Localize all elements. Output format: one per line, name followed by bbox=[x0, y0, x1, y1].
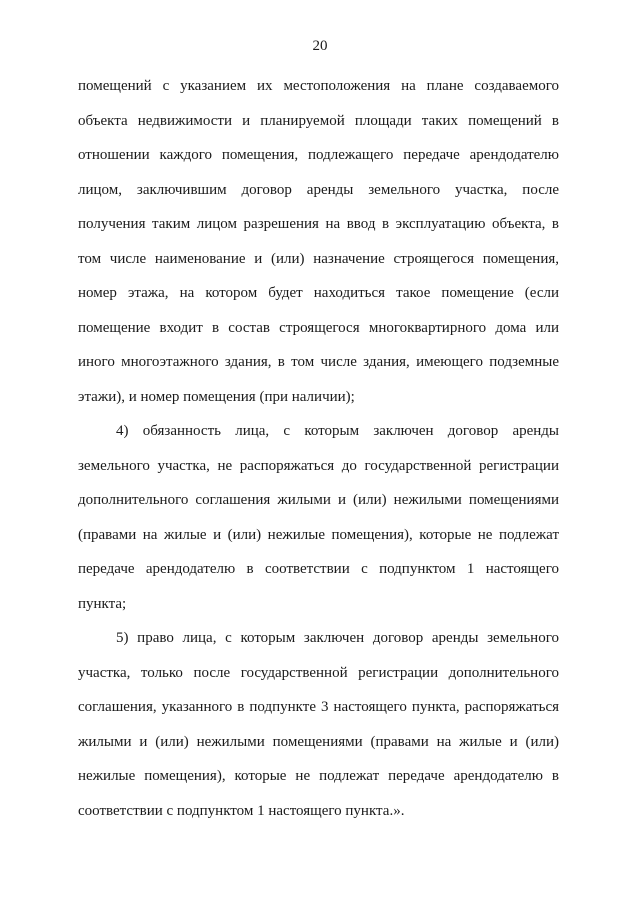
text-line: этажи), и номер помещения (при наличии); bbox=[78, 388, 355, 405]
text-line: пункта; bbox=[78, 595, 127, 612]
text-line: объекта недвижимости и планируемой площади таких помещений в bbox=[78, 112, 559, 129]
text-line: жилыми и (или) нежилыми помещениями (правами на жилые и (или) bbox=[78, 733, 559, 750]
text-line: номер этажа, на котором будет находиться такое помещение (если bbox=[78, 285, 559, 301]
text-line: том числе наименование и (или) назначение строящегося помещения, bbox=[78, 250, 559, 267]
text-line: участка, только после государственной регистрации дополнительного bbox=[78, 664, 559, 681]
list-item-4-start: 4) обязанность лица, с которым заключен договор аренды bbox=[116, 423, 559, 439]
list-item-5-start: 5) право лица, с которым заключен договор аренды земельного bbox=[116, 630, 559, 646]
text-line: лицом, заключившим договор аренды земельного участка, после bbox=[78, 181, 559, 198]
document-body bbox=[78, 69, 559, 828]
text-line: передаче арендодателю в соответствии с подпунктом 1 настоящего bbox=[78, 561, 559, 577]
text-line: нежилые помещения), которые не подлежат передаче арендодателю в bbox=[78, 768, 559, 784]
text-line: отношении каждого помещения, подлежащего передаче арендодателю bbox=[78, 147, 559, 163]
text-line: соответствии с подпунктом 1 настоящего пункта.». bbox=[78, 802, 405, 819]
text-line: соглашения, указанного в подпункте 3 настоящего пункта, распоряжаться bbox=[78, 699, 559, 715]
text-line: помещений с указанием их местоположения на плане создаваемого bbox=[78, 78, 559, 94]
page-number: 20 bbox=[312, 38, 328, 54]
text-line: помещение входит в состав строящегося многоквартирного дома или bbox=[78, 319, 559, 336]
text-line: (правами на жилые и (или) нежилые помещения), которые не подлежат bbox=[78, 526, 559, 543]
text-line: земельного участка, не распоряжаться до государственной регистрации bbox=[78, 457, 559, 474]
text-line: получения таким лицом разрешения на ввод в эксплуатацию объекта, в bbox=[78, 216, 559, 232]
text-line: дополнительного соглашения жилыми и (или) нежилыми помещениями bbox=[78, 492, 559, 508]
text-line: иного многоэтажного здания, в том числе здания, имеющего подземные bbox=[78, 354, 559, 370]
